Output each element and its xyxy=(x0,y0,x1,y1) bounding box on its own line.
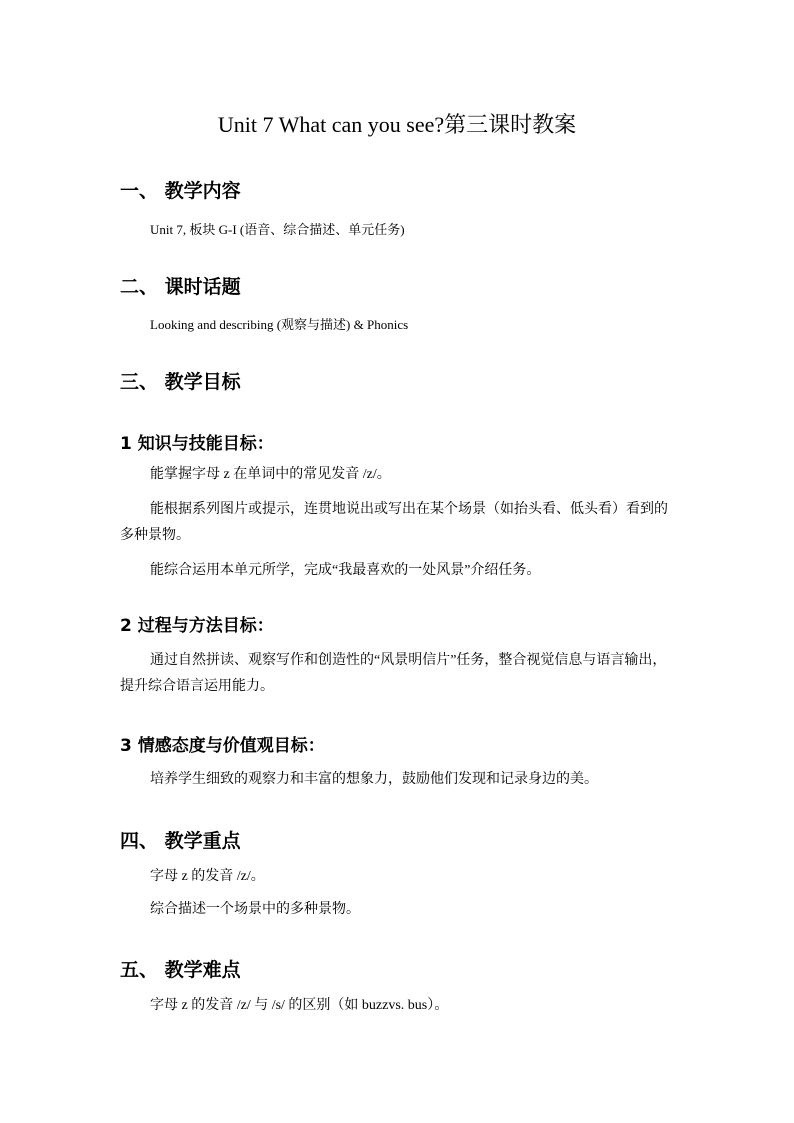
objective-item: 培养学生细致的观察力和丰富的想象力，鼓励他们发现和记录身边的美。 xyxy=(150,772,598,787)
key-point-item: 字母 z 的发音 /z/。 xyxy=(150,869,265,884)
teaching-content-text: Unit 7, 板块 G-I (语音、综合描述、单元任务) xyxy=(150,222,405,237)
difficult-point-item: 字母 z 的发音 /z/ 与 /s/ 的区别（如 buzzvs. bus）。 xyxy=(150,998,449,1013)
section-heading-difficult-points: 五、 教学难点 xyxy=(120,959,241,981)
section-heading-teaching-content: 一、 教学内容 xyxy=(120,180,241,202)
section-heading-teaching-objectives: 三、 教学目标 xyxy=(120,371,241,393)
objective-item: 能掌握字母 z 在单词中的常见发音 /z/。 xyxy=(150,467,391,482)
objective-heading-knowledge-skills: 1 知识与技能目标： xyxy=(120,434,274,454)
key-point-item: 综合描述一个场景中的多种景物。 xyxy=(150,902,360,917)
section-heading-lesson-topic: 二、 课时话题 xyxy=(120,276,241,298)
objective-item: 通过自然拼读、观察写作和创造性的“风景明信片”任务，整合视觉信息与语言输出，提升综合语言运用能力。 xyxy=(120,653,667,694)
lesson-topic-text: Looking and describing (观察与描述) & Phonics xyxy=(150,317,409,332)
section-heading-key-points: 四、 教学重点 xyxy=(120,830,241,852)
objective-heading-process-methods: 2 过程与方法目标： xyxy=(120,616,274,636)
objective-item: 能根据系列图片或提示，连贯地说出或写出在某个场景（如抬头看、低头看）看到的多种景物。 xyxy=(120,502,668,543)
objective-item: 能综合运用本单元所学，完成“我最喜欢的一处风景”介绍任务。 xyxy=(150,563,541,578)
objective-heading-attitudes-values: 3 情感态度与价值观目标： xyxy=(120,736,325,756)
document-title: Unit 7 What can you see?第三课时教案 xyxy=(217,112,577,137)
